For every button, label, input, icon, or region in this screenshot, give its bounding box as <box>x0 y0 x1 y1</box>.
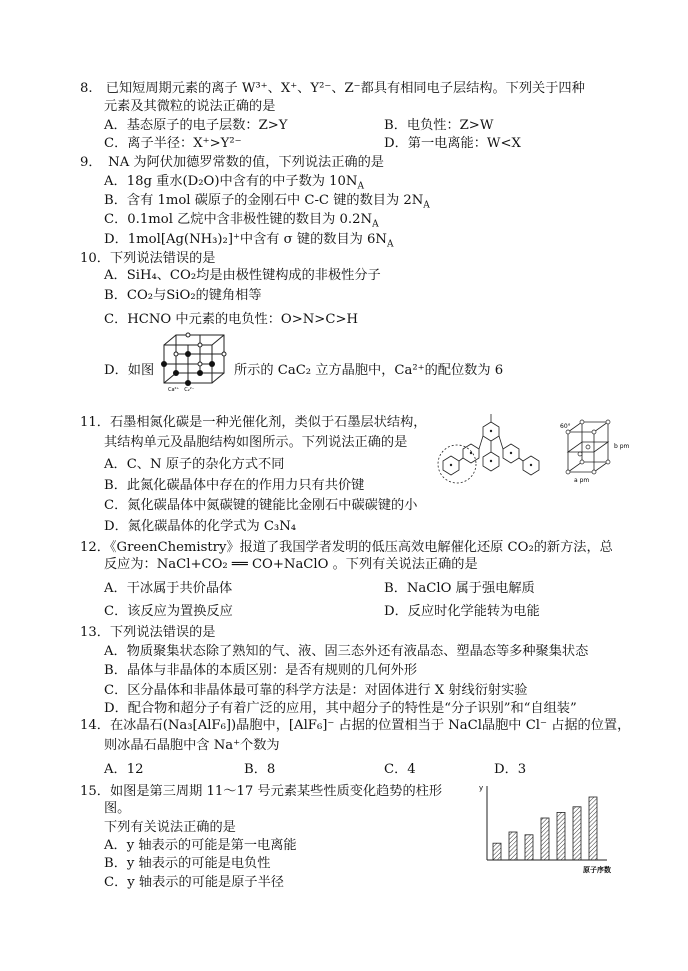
q15-option-b: B．y 轴表示的可能是电负性 <box>104 856 271 871</box>
q10-option-a: A．SiH₄、CO₂均是由极性键构成的非极性分子 <box>104 268 381 283</box>
b-pm-label: b pm <box>614 443 630 450</box>
q8-stem: 8. 已知短周期元素的离子 W³⁺、X⁺、Y²⁻、Z⁻都具有相同电子层结构。下列关于四种 <box>80 81 585 96</box>
q8-stem-cont: 元素及其微粒的说法正确的是 <box>104 99 276 114</box>
q15-option-c: C．y 轴表示的可能是原子半径 <box>104 875 284 890</box>
q15-option-a: A．y 轴表示的可能是第一电离能 <box>104 838 297 853</box>
q11-option-c: C．氮化碳晶体中氮碳键的键能比金刚石中碳碳键的小 <box>104 498 418 513</box>
q11-option-a: A．C、N 原子的杂化方式不同 <box>104 457 285 472</box>
q11-stem: 11．石墨相氮化碳是一种光催化剂，类似于石墨层状结构， <box>80 415 427 430</box>
angle-label: 60° <box>560 423 571 430</box>
carbon-nitride-layer-figure <box>437 414 545 486</box>
bar-16 <box>573 807 581 860</box>
q9-option-c: C．0.1mol 乙烷中含非极性键的数目为 $0.2N_A$ <box>104 212 379 230</box>
bar-17 <box>589 797 597 860</box>
cac2-legend: Ca²⁺ C₂²⁻ <box>168 387 195 393</box>
q13-option-b: B．晶体与非晶体的本质区别：是否有规则的几何外形 <box>104 663 418 678</box>
cac2-unit-cell-figure <box>160 331 232 393</box>
bar-14 <box>541 818 549 860</box>
q15-bar-chart <box>475 780 615 876</box>
q14-option-d: D．3 <box>494 762 527 777</box>
q9-stem: 9． NA 为阿伏加德罗常数的值，下列说法正确的是 <box>80 155 384 170</box>
q12-stem-cont: 反应为：NaCl+CO₂ ══ CO+NaClO 。下列有关说法正确的是 <box>104 557 478 572</box>
q8-option-b: B．电负性：Z>W <box>384 118 494 133</box>
a-pm-label: a pm <box>574 477 590 484</box>
q14-stem-cont: 则冰晶石晶胞中含 Na⁺个数为 <box>104 738 280 753</box>
q9-option-b: B．含有 1mol 碳原子的金刚石中 C-C 键的数目为 $2N_A$ <box>104 193 430 211</box>
q12-option-b: B．NaClO 属于强电解质 <box>384 581 535 596</box>
q12-option-a: A．干冰属于共价晶体 <box>104 581 233 596</box>
bar-15 <box>557 812 565 860</box>
q14-stem: 14．在冰晶石(Na₃[AlF₆])晶胞中，[AlF₆]⁻ 占据的位置相当于 NaCl晶胞中 Cl⁻ 占据的位置， <box>80 718 631 733</box>
q10-option-c: C．HCNO 中元素的电负性：O>N>C>H <box>104 312 359 327</box>
q15-stem-cont: 图。 <box>104 801 131 816</box>
q13-option-d: D．配合物和超分子有着广泛的应用，其中超分子的特性是“分子识别”和“自组装” <box>104 701 577 716</box>
q10-option-d-tail: 所示的 CaC₂ 立方晶胞中，Ca²⁺的配位数为 6 <box>234 363 504 378</box>
q10-stem: 10．下列说法错误的是 <box>80 251 216 266</box>
q8-option-a: A．基态原子的电子层数：Z>Y <box>104 118 288 133</box>
q8-option-c: C．离子半径：X⁺>Y²⁻ <box>104 136 242 151</box>
q10-option-d-lead: D．如图 <box>104 363 155 378</box>
q12-option-d: D．反应时化学能转为电能 <box>384 604 540 619</box>
q11-stem-cont: 其结构单元及晶胞结构如图所示。下列说法正确的是 <box>104 435 408 450</box>
bar-12 <box>509 832 517 860</box>
y-axis-label: y <box>479 784 484 792</box>
q14-option-c: C．4 <box>384 762 416 777</box>
x-axis-label: 原子序数 <box>583 866 611 874</box>
q13-option-c: C．区分晶体和非晶体最可靠的科学方法是：对固体进行 X 射线衍射实验 <box>104 683 528 698</box>
q12-option-c: C．该反应为置换反应 <box>104 604 233 619</box>
bar-11 <box>493 843 501 860</box>
bar-13 <box>525 835 533 860</box>
q9-option-d: D．1mol[Ag(NH₃)₂]⁺中含有 σ 键的数目为 $6N_A$ <box>104 232 394 250</box>
q13-option-a: A．物质聚集状态除了熟知的气、液、固三态外还有液晶态、塑晶态等多种聚集状态 <box>104 644 589 659</box>
q14-option-a: A．12 <box>104 762 144 777</box>
q9-option-a: A．18g 重水(D₂O)中含有的中子数为 $10N_A$ <box>104 174 364 192</box>
q11-option-b: B．此氮化碳晶体中存在的作用力只有共价键 <box>104 478 365 493</box>
q15-stem: 15．如图是第三周期 11～17 号元素某些性质变化趋势的柱形 <box>80 784 443 799</box>
q10-option-b: B．CO₂与SiO₂的键角相等 <box>104 288 262 303</box>
q13-stem: 13．下列说法错误的是 <box>80 625 216 640</box>
q11-option-d: D．氮化碳晶体的化学式为 C₃N₄ <box>104 519 297 534</box>
q14-option-b: B．8 <box>244 762 276 777</box>
q15-stem-cont2: 下列有关说法正确的是 <box>104 820 236 835</box>
carbon-nitride-unit-cell-figure <box>560 414 640 486</box>
q8-option-d: D．第一电离能：W<X <box>384 136 521 151</box>
q12-stem: 12．《GreenChemistry》报道了我国学者发明的低压高效电解催化还原 CO₂的新方法，总 <box>80 540 613 555</box>
